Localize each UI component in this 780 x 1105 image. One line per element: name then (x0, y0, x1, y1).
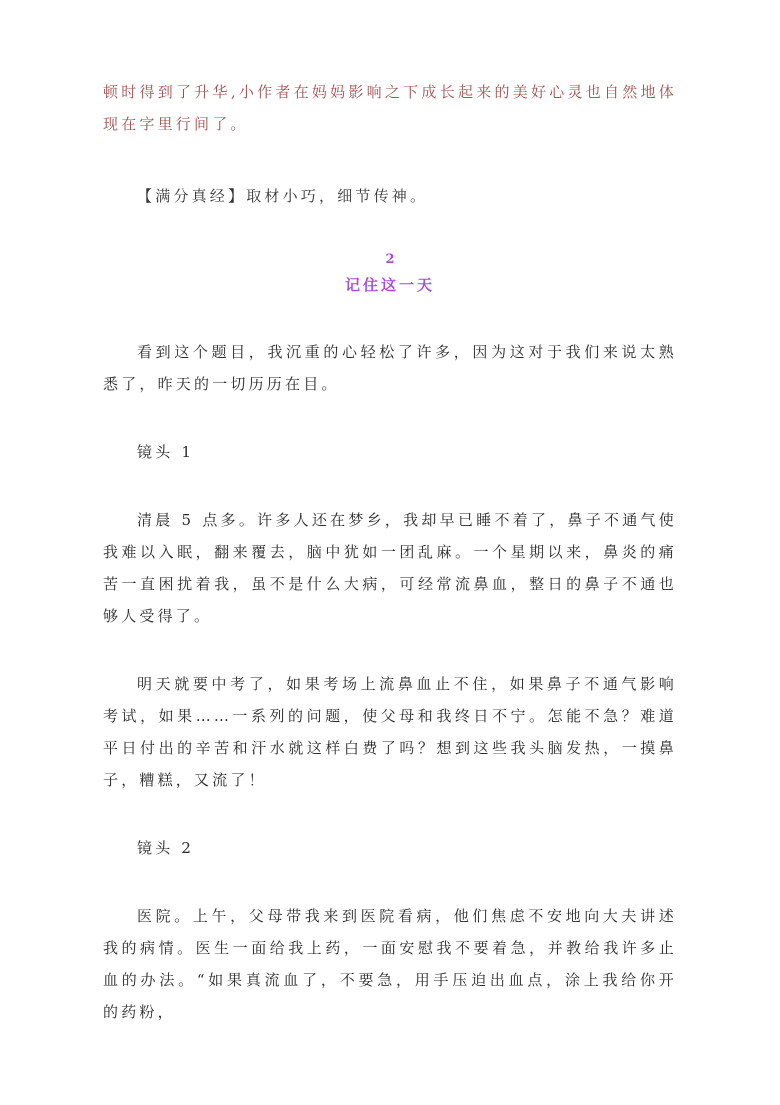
spacer (103, 796, 677, 832)
essay-paragraph: 明天就要中考了，如果考场上流鼻血止不住，如果鼻子不通气影响考试，如果……一系列的问题，使父母和我终日不宁。怎能不急？难道平日付出的辛苦和汗水就这样白费了吗？想到这些我头脑发热，一摸鼻子，糟糕，又流了！ (103, 675, 677, 789)
spacer (103, 632, 677, 668)
spacer (103, 468, 677, 504)
spacer (103, 300, 677, 336)
essay-paragraph: 清晨 5 点多。许多人还在梦乡，我却早已睡不着了，鼻子不通气使我难以入眠，翻来覆去，脑中犹如一团乱麻。一个星期以来，鼻炎的痛苦一直困扰着我，虽不是什么大病，可经常流鼻血，整日的鼻子不通也够人受得了。 (103, 511, 677, 625)
essay-paragraph: 看到这个题目，我沉重的心轻松了许多，因为这对于我们来说太熟悉了，昨天的一切历历在目。 (103, 343, 677, 393)
spacer (103, 212, 677, 250)
spacer (103, 400, 677, 436)
section-heading: 镜头 1 (137, 443, 195, 461)
spacer (103, 864, 677, 900)
tip-paragraph: 【满分真经】取材小巧，细节传神。 (137, 187, 429, 205)
essay-title: 记住这一天 (344, 276, 435, 294)
commentary-paragraph: 顿时得到了升华,小作者在妈妈影响之下成长起来的美好心灵也自然地体现在字里行间了。 (103, 83, 677, 133)
section-heading: 镜头 2 (137, 839, 195, 857)
document-page (103, 76, 677, 1028)
essay-paragraph: 医院。上午，父母带我来到医院看病，他们焦虑不安地向大夫讲述我的病情。医生一面给我上药，一面安慰我不要着急，并教给我许多止血的办法。“如果真流血了，不要急，用手压迫出血点，涂上我给你开的药粉， (103, 907, 677, 1021)
essay-number: 2 (385, 252, 395, 267)
spacer (103, 140, 677, 180)
